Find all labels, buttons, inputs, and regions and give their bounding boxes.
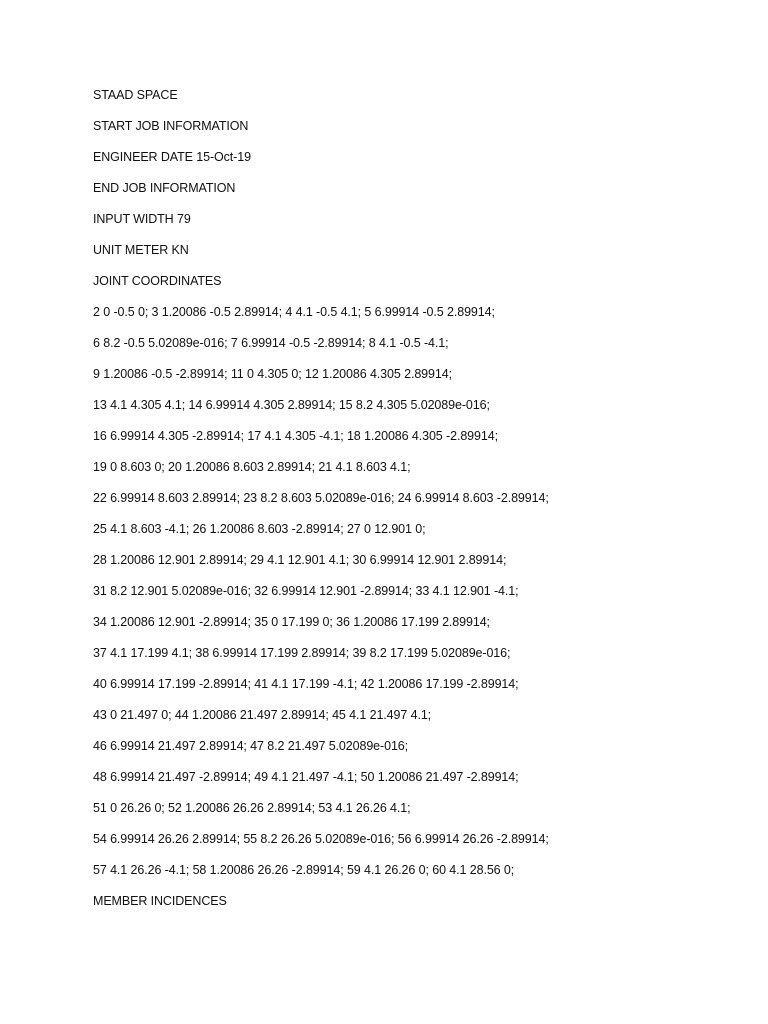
text-line: 48 6.99914 21.497 -2.89914; 49 4.1 21.497 -4.1; 50 1.20086 21.497 -2.89914; [93, 770, 519, 784]
text-line: 43 0 21.497 0; 44 1.20086 21.497 2.89914; 45 4.1 21.497 4.1; [93, 708, 432, 722]
text-line: 2 0 -0.5 0; 3 1.20086 -0.5 2.89914; 4 4.1 -0.5 4.1; 5 6.99914 -0.5 2.89914; [93, 305, 495, 319]
text-line: STAAD SPACE [93, 88, 178, 102]
text-line: JOINT COORDINATES [93, 274, 222, 288]
text-line: 37 4.1 17.199 4.1; 38 6.99914 17.199 2.89914; 39 8.2 17.199 5.02089e-016; [93, 646, 511, 660]
text-line: END JOB INFORMATION [93, 181, 236, 195]
text-line: START JOB INFORMATION [93, 119, 249, 133]
document-text-body [93, 87, 753, 924]
text-line: 31 8.2 12.901 5.02089e-016; 32 6.99914 12.901 -2.89914; 33 4.1 12.901 -4.1; [93, 584, 519, 598]
text-line: INPUT WIDTH 79 [93, 212, 191, 226]
text-line: 9 1.20086 -0.5 -2.89914; 11 0 4.305 0; 12 1.20086 4.305 2.89914; [93, 367, 452, 381]
text-line: 57 4.1 26.26 -4.1; 58 1.20086 26.26 -2.89914; 59 4.1 26.26 0; 60 4.1 28.56 0; [93, 863, 515, 877]
text-line: 25 4.1 8.603 -4.1; 26 1.20086 8.603 -2.89914; 27 0 12.901 0; [93, 522, 426, 536]
text-line: 28 1.20086 12.901 2.89914; 29 4.1 12.901 4.1; 30 6.99914 12.901 2.89914; [93, 553, 507, 567]
text-line: 6 8.2 -0.5 5.02089e-016; 7 6.99914 -0.5 -2.89914; 8 4.1 -0.5 -4.1; [93, 336, 449, 350]
text-line: 54 6.99914 26.26 2.89914; 55 8.2 26.26 5.02089e-016; 56 6.99914 26.26 -2.89914; [93, 832, 549, 846]
text-line: 13 4.1 4.305 4.1; 14 6.99914 4.305 2.89914; 15 8.2 4.305 5.02089e-016; [93, 398, 490, 412]
text-line: UNIT METER KN [93, 243, 189, 257]
text-line: 19 0 8.603 0; 20 1.20086 8.603 2.89914; 21 4.1 8.603 4.1; [93, 460, 411, 474]
text-line: 40 6.99914 17.199 -2.89914; 41 4.1 17.199 -4.1; 42 1.20086 17.199 -2.89914; [93, 677, 519, 691]
text-line: 51 0 26.26 0; 52 1.20086 26.26 2.89914; 53 4.1 26.26 4.1; [93, 801, 411, 815]
text-line: 34 1.20086 12.901 -2.89914; 35 0 17.199 0; 36 1.20086 17.199 2.89914; [93, 615, 490, 629]
text-line: ENGINEER DATE 15-Oct-19 [93, 150, 251, 164]
text-line: 46 6.99914 21.497 2.89914; 47 8.2 21.497 5.02089e-016; [93, 739, 409, 753]
text-line: 16 6.99914 4.305 -2.89914; 17 4.1 4.305 -4.1; 18 1.20086 4.305 -2.89914; [93, 429, 498, 443]
text-line: MEMBER INCIDENCES [93, 894, 227, 908]
text-line: 22 6.99914 8.603 2.89914; 23 8.2 8.603 5.02089e-016; 24 6.99914 8.603 -2.89914; [93, 491, 549, 505]
